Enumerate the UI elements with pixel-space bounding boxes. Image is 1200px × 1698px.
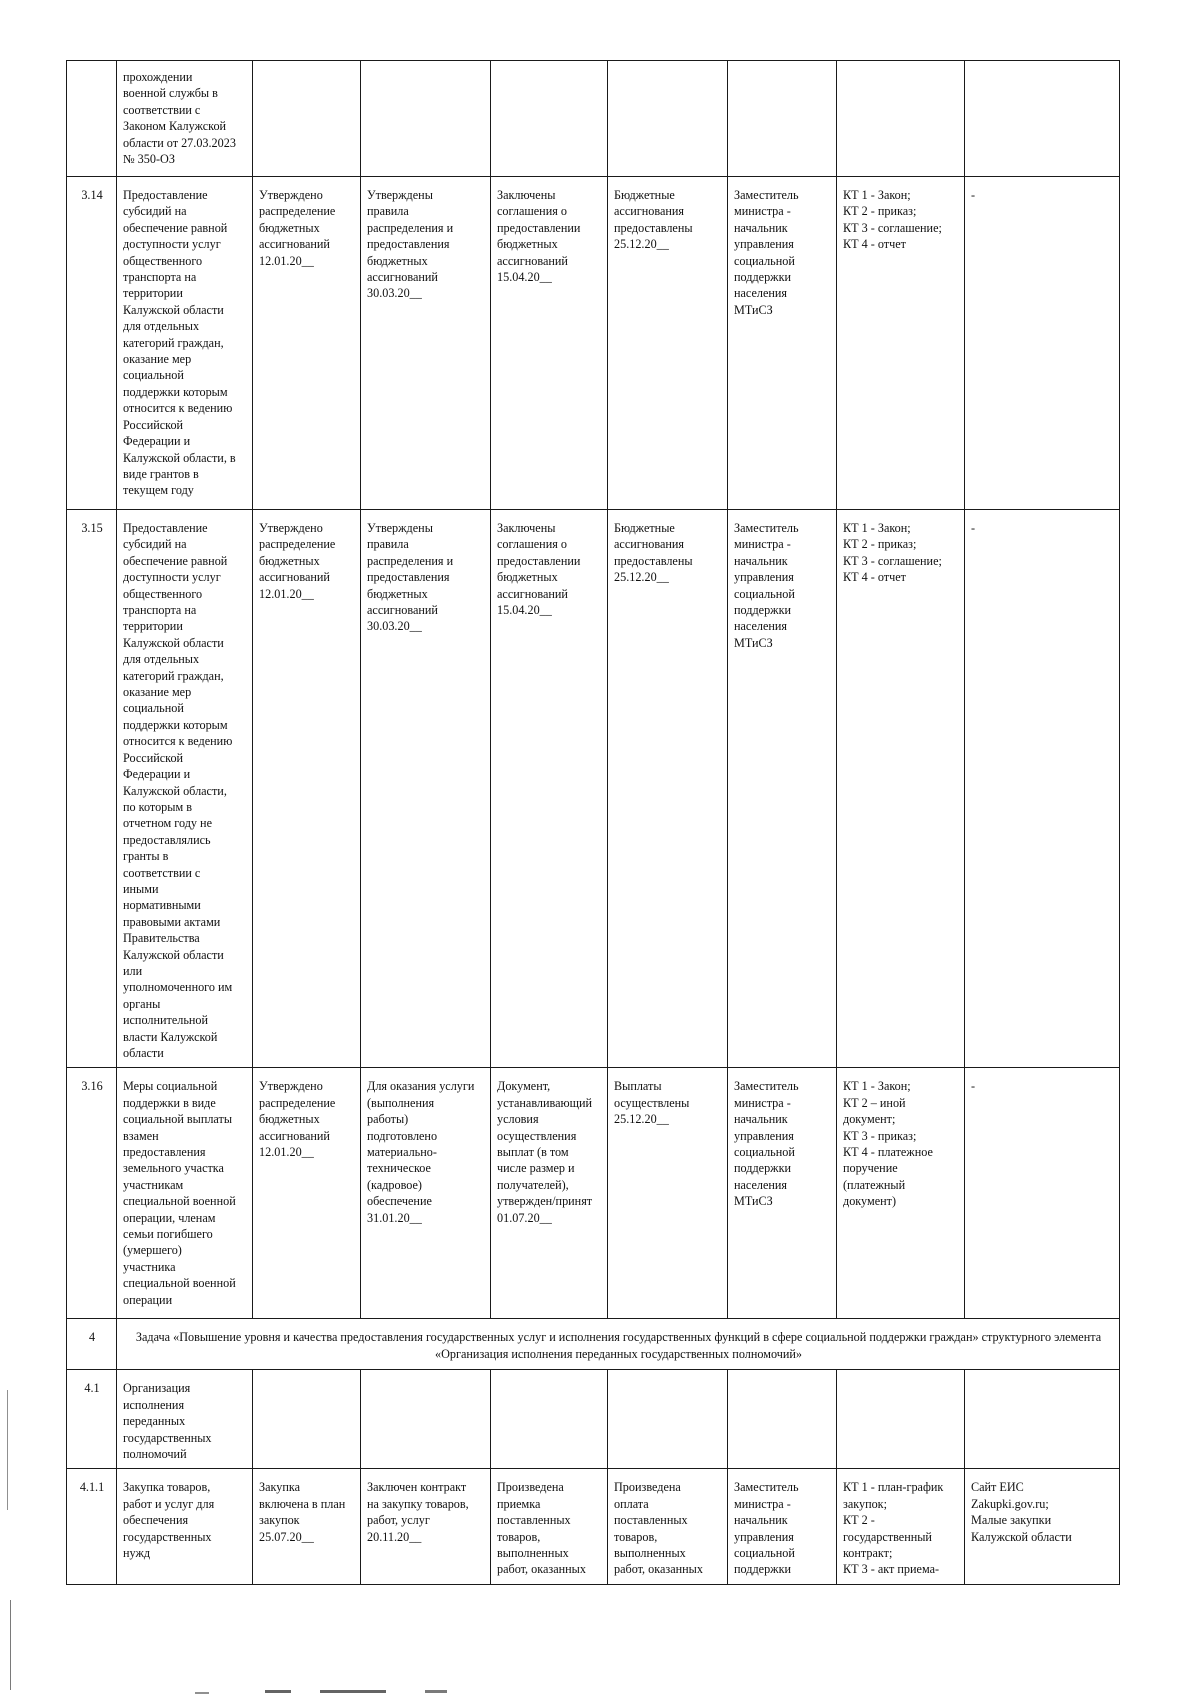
- control-point-2: Утверждены правила распределения и предоставления бюджетных ассигнований 30.03.20__: [361, 510, 491, 1068]
- table-row: [67, 1068, 1120, 1319]
- control-point-1: [253, 1370, 361, 1469]
- task-row: [67, 1319, 1120, 1370]
- event-name: Предоставление субсидий на обеспечение равной доступности услуг общественного транспорта на территории Калужской области для отдельных категорий граждан, оказание мер социальной поддержки которым относится к ведению Российской Федерации и Калужской области, в виде грантов в текущем году: [117, 177, 253, 510]
- control-point-3: [491, 61, 608, 177]
- control-point-4: [608, 1370, 728, 1469]
- scan-bottom-mark: [320, 1690, 386, 1693]
- responsible: Заместитель министра - начальник управления социальной поддержки населения МТиСЗ: [728, 1068, 837, 1319]
- responsible: Заместитель министра - начальник управления социальной поддержки населения МТиСЗ: [728, 510, 837, 1068]
- event-name: Меры социальной поддержки в виде социальной выплаты взамен предоставления земельного участка участникам специальной военной операции, членам семьи погибшего (умершего) участника специальной военной операции: [117, 1068, 253, 1319]
- control-point-3: [491, 1370, 608, 1469]
- scan-edge-mark: [7, 1390, 8, 1510]
- control-point-documents: КТ 1 - Закон; КТ 2 - приказ; КТ 3 - соглашение; КТ 4 - отчет: [837, 510, 965, 1068]
- plan-table: [66, 60, 1120, 1585]
- control-point-1: Утверждено распределение бюджетных ассигнований 12.01.20__: [253, 177, 361, 510]
- table-row: [67, 177, 1120, 510]
- event-name: прохождении военной службы в соответствии с Законом Калужской области от 27.03.2023 № 350-ОЗ: [117, 61, 253, 177]
- information-system: -: [965, 177, 1120, 510]
- row-number: 4.1: [67, 1370, 117, 1469]
- information-system: [965, 1370, 1120, 1469]
- control-point-2: Утверждены правила распределения и предоставления бюджетных ассигнований 30.03.20__: [361, 177, 491, 510]
- responsible: Заместитель министра - начальник управления социальной поддержки: [728, 1469, 837, 1584]
- control-point-4: Выплаты осуществлены 25.12.20__: [608, 1068, 728, 1319]
- control-point-2: [361, 61, 491, 177]
- task-number: 4: [67, 1319, 117, 1370]
- row-number: 3.14: [67, 177, 117, 510]
- table-row: [67, 61, 1120, 177]
- row-number: 3.16: [67, 1068, 117, 1319]
- control-point-4: Бюджетные ассигнования предоставлены 25.12.20__: [608, 177, 728, 510]
- control-point-documents: [837, 1370, 965, 1469]
- control-point-2: Для оказания услуги (выполнения работы) подготовлено материально- техническое (кадровое) обеспечение 31.01.20__: [361, 1068, 491, 1319]
- information-system: Сайт ЕИС Zakupki.gov.ru; Малые закупки Калужской области: [965, 1469, 1120, 1584]
- control-point-documents: КТ 1 - Закон; КТ 2 - приказ; КТ 3 - соглашение; КТ 4 - отчет: [837, 177, 965, 510]
- control-point-3: Заключены соглашения о предоставлении бюджетных ассигнований 15.04.20__: [491, 177, 608, 510]
- row-number: 3.15: [67, 510, 117, 1068]
- control-point-3: Документ, устанавливающий условия осуществления выплат (в том числе размер и получателей), утвержден/принят 01.07.20__: [491, 1068, 608, 1319]
- responsible: [728, 61, 837, 177]
- control-point-1: Утверждено распределение бюджетных ассигнований 12.01.20__: [253, 510, 361, 1068]
- control-point-3: Произведена приемка поставленных товаров, выполненных работ, оказанных: [491, 1469, 608, 1584]
- scan-bottom-mark: [195, 1692, 209, 1694]
- task-title: Задача «Повышение уровня и качества предоставления государственных услуг и исполнения государственных функций в сфере социальной поддержки граждан» структурного элемента «Организация исполнения переданных государственных полномочий»: [117, 1319, 1120, 1370]
- event-name: Закупка товаров, работ и услуг для обеспечения государственных нужд: [117, 1469, 253, 1584]
- control-point-1: [253, 61, 361, 177]
- table-row: [67, 1469, 1120, 1584]
- control-point-2: [361, 1370, 491, 1469]
- row-number: [67, 61, 117, 177]
- control-point-4: [608, 61, 728, 177]
- control-point-4: Произведена оплата поставленных товаров, выполненных работ, оказанных: [608, 1469, 728, 1584]
- information-system: [965, 61, 1120, 177]
- control-point-documents: КТ 1 - план-график закупок; КТ 2 - государственный контракт; КТ 3 - акт приема-: [837, 1469, 965, 1584]
- row-number: 4.1.1: [67, 1469, 117, 1584]
- control-point-2: Заключен контракт на закупку товаров, работ, услуг 20.11.20__: [361, 1469, 491, 1584]
- control-point-documents: КТ 1 - Закон; КТ 2 – иной документ; КТ 3 - приказ; КТ 4 - платежное поручение (платежный документ): [837, 1068, 965, 1319]
- event-name: Предоставление субсидий на обеспечение равной доступности услуг общественного транспорта на территории Калужской области для отдельных категорий граждан, оказание мер социальной поддержки которым относится к ведению Российской Федерации и Калужской области, по которым в отчетном году не предоставлялись гранты в соответствии с иными нормативными правовыми актами Правительства Калужской области или уполномоченного им органы исполнительной власти Калужской области: [117, 510, 253, 1068]
- control-point-1: Закупка включена в план закупок 25.07.20__: [253, 1469, 361, 1584]
- responsible: Заместитель министра - начальник управления социальной поддержки населения МТиСЗ: [728, 177, 837, 510]
- control-point-1: Утверждено распределение бюджетных ассигнований 12.01.20__: [253, 1068, 361, 1319]
- scan-bottom-mark: [265, 1690, 291, 1693]
- information-system: -: [965, 510, 1120, 1068]
- control-point-4: Бюджетные ассигнования предоставлены 25.12.20__: [608, 510, 728, 1068]
- control-point-documents: [837, 61, 965, 177]
- control-point-3: Заключены соглашения о предоставлении бюджетных ассигнований 15.04.20__: [491, 510, 608, 1068]
- responsible: [728, 1370, 837, 1469]
- table-row: [67, 510, 1120, 1068]
- table-row: [67, 1370, 1120, 1469]
- scan-bottom-mark: [425, 1690, 447, 1693]
- event-name: Организация исполнения переданных государственных полномочий: [117, 1370, 253, 1469]
- scan-edge-mark: [10, 1600, 11, 1690]
- information-system: -: [965, 1068, 1120, 1319]
